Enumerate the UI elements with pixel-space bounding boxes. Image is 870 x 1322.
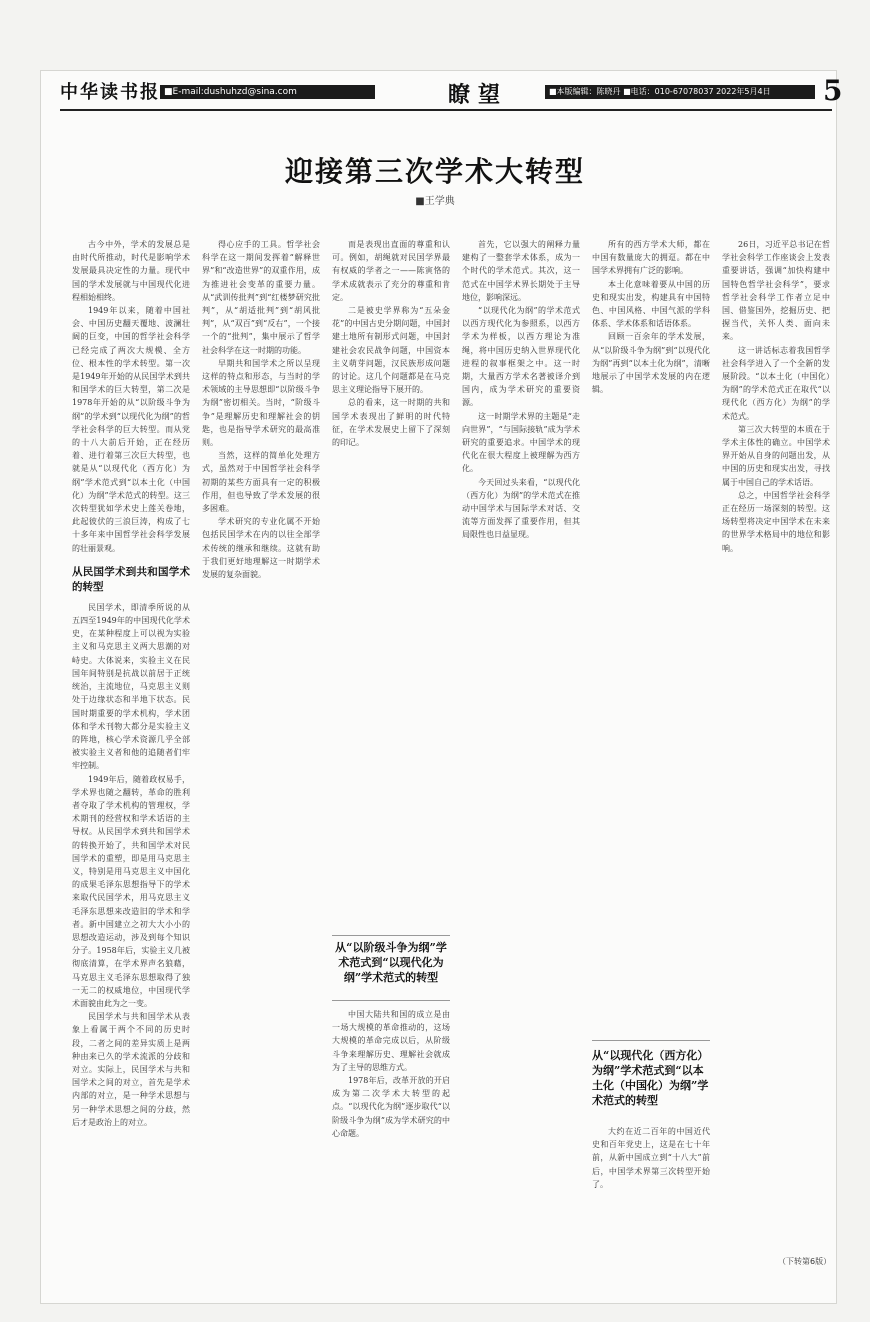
paragraph: 二是被史学界称为“五朵金花”的中国古史分期问题，中国封建土地所有制形式问题，中国封建社会农民战争问题，中国资本主义萌芽问题，汉民族形成问题的讨论。这几个问题都是在马克思主义理论指导下展开的。	[332, 306, 450, 395]
page-number: 5	[823, 74, 843, 107]
paragraph: 早期共和国学术之所以呈现这样的特点和形态，与当时的学术领域的主导思想即“以阶级斗争为纲”密切相关。当时，“阶级斗争”是理解历史和理解社会的钥匙，也是指导学术研究的最高准则。	[202, 358, 320, 448]
section-title: 瞭望	[448, 82, 509, 108]
paragraph: 民国学术，即清季所说的从五四至1949年的中国现代化学术史，在某种程度上可以视为实验主义和马克思主义两大思潮的对峙史。大体说来，实验主义在民国年间特别是抗战以前居于正统统治，主流地位，马克思主义则处于边缘状态和半地下状态。民国时期重要的学术机构，学术团体和学术刊物大都分是实验主义的阵地，核心学术资源几乎全部被实验主义者和他的追随者们牢牢控制。	[72, 602, 190, 771]
paragraph: 民国学术与共和国学术从表象上看属于两个不同的历史时段，二者之间的差异实质上是两种由来已久的学术流派的分歧和对立。实际上，民国学术与共和国学术之间的对立，首先是学术内部的对立，是一种学术思想与另一种学术思想之间的分歧，然后才是政治上的对立。	[72, 1012, 190, 1127]
paragraph: 当然，这样的简单化处理方式，虽然对于中国哲学社会科学初期的某些方面具有一定的积极作用，但也导致了学术发展的很多困难。	[202, 451, 320, 514]
paragraph: 学术研究的专业化属不开始包括民国学术在内的以往全部学术传统的继承和继续。这就有助于我们更好地理解这一时期学术发展的复杂面貌。	[202, 517, 320, 580]
paragraph: 大约在近二百年的中国近代史和百年党史上，这是在七十年前，从新中国成立到“十八大”前后，中国学术界第三次转型开始了。	[592, 1127, 710, 1189]
subheading-2: 从“以阶级斗争为纲”学术范式到“以现代化为纲”学术范式的转型	[335, 941, 447, 984]
paragraph: 1978年后，改革开放的开启成为第二次学术大转型的起点。“以现代化为纲”逐步取代“以阶级斗争为纲”成为学术研究的中心命题。	[332, 1076, 450, 1138]
continued-note: （下转第6版）	[778, 1257, 832, 1266]
paragraph: 26日，习近平总书记在哲学社会科学工作座谈会上发表重要讲话，强调“加快构建中国特色哲学社会科学”，要求哲学社会科学工作者立足中国、借鉴国外，挖掘历史、把握当代，关怀人类、面向未来。	[722, 240, 830, 342]
paragraph: 首先，它以强大的阐释力量建构了一整套学术体系，成为一个时代的学术范式。其次，这一范式在中国学术界长期处于主导地位，影响深远。	[462, 240, 580, 302]
paragraph: 本土化意味着要从中国的历史和现实出发，构建具有中国特色、中国风格、中国气派的学科体系、学术体系和话语体系。	[592, 279, 710, 329]
article-author: ■王学典	[415, 196, 455, 207]
paragraph: 而是表现出直面的尊重和认可。例如，胡绳就对民国学界最有权威的学者之一——陈寅恪的学术成就表示了充分的尊重和肯定。	[332, 240, 450, 302]
column-3-top	[332, 238, 450, 938]
masthead	[60, 74, 843, 108]
column-5-bottom	[592, 1125, 710, 1248]
paragraph: 总之，中国哲学社会科学正在经历一场深刻的转型。这场转型将决定中国学术在未来的世界学术格局中的地位和影响。	[722, 490, 830, 553]
box-rule	[332, 935, 450, 936]
box-rule	[592, 1040, 710, 1041]
paragraph: 总的看来，这一时期的共和国学术表现出了鲜明的时代特征，在学术发展史上留下了深刻的印记。	[332, 398, 450, 448]
subheading-3: 从“以现代化（西方化）为纲”学术范式到“以本土化（中国化）为纲”学术范式的转型	[592, 1049, 709, 1107]
paragraph: 所有的西方学术大师，都在中国有数量庞大的拥趸。都在中国学术界拥有广泛的影响。	[592, 240, 710, 276]
box-rule	[332, 1000, 450, 1001]
masthead-email: ■E-mail:dushuhzd@sina.com	[160, 85, 375, 99]
masthead-rule	[60, 109, 832, 111]
paragraph: 1949年以来，随着中国社会、中国历史翻天覆地、波澜壮阔的巨变，中国的哲学社会科学已经完成了两次大规模、全方位、根本性的学术转型。第一次是1949年开始的从民国学术到共和国学术的巨大转型，第二次是1978年开始的从“以阶级斗争为纲”的学术到“以现代化为纲”的哲学社会科学的巨大转型。而从党的十八大前后开始，正在经历着、进行着第三次巨大转型，也就是从“以现代化（西方化）为纲”学术范式到“以本土化（中国化）为纲”学术范式的转型。这三次转型犹如学术史上莲关卷地，此起彼伏的三浪巨涛，构成了七十多年来中国哲学社会科学发展的壮丽景观。	[72, 306, 190, 553]
paragraph: 今天回过头来看，“以现代化（西方化）为纲”的学术范式在推动中国学术与国际学术对话、交流等方面发挥了重要作用，但其局限性也日益显现。	[462, 477, 580, 540]
paragraph: 这一讲话标志着我国哲学社会科学进入了一个全新的发展阶段。“以本土化（中国化）为纲”的学术范式正在取代“以现代化（西方化）为纲”的学术范式。	[722, 345, 830, 421]
article-title: 迎接第三次学术大转型	[284, 155, 585, 188]
paragraph: 得心应手的工具。哲学社会科学在这一期间发挥着“解释世界”和“改造世界”的双重作用，成为推进社会变革的重要力量。从“武训传批判”到“红楼梦研究批判”，从“胡适批判”到“胡风批判”，从“双百”到“反右”，一个接一个的“批判”，集中展示了哲学社会科学在这一时期的功能。	[202, 240, 320, 355]
column-4	[462, 238, 580, 1248]
column-5-top	[592, 238, 710, 1038]
paragraph: 这一时期学术界的主题是“走向世界”，“与国际接轨”成为学术研究的重要追求。中国学术的现代化在很大程度上被理解为西方化。	[462, 411, 580, 474]
paragraph: 中国大陆共和国的成立是由一场大规模的革命推动的，这场大规模的革命完成以后，从阶级斗争来理解历史、理解社会就成为了主导的思维方式。	[332, 1010, 450, 1072]
paragraph: 古今中外，学术的发展总是由时代所推动，时代是影响学术发展最具决定性的力量。现代中国的学术发展就与中国现代化进程相始相终。	[72, 240, 190, 302]
paragraph: “以现代化为纲”的学术范式以西方现代化为参照系，以西方学术为样板，以西方理论为准绳，将中国历史纳入世界现代化进程的叙事框架之中。这一时期，大量西方学术名著被译介到国内，成为学术研究的重要资源。	[462, 306, 580, 408]
masthead-meta: ■本版编辑：陈晓丹 ■电话：010-67078037 2022年5月4日	[545, 85, 815, 99]
subheading-1: 从民国学术到共和国学术的转型	[72, 565, 190, 593]
column-2	[202, 238, 320, 1248]
paragraph: 1949年后，随着政权易手，学术界也随之翻转，革命的胜利者夺取了学术机构的管理权，学术期刊的经营权和学术话语的主导权。从民国学术到共和国学术的转换开始了，共和国学术对民国学术的重塑，即是用马克思主义，特别是用马克思主义中国化的成果毛泽东思想指导下的学术来取代民国学术，用马克思主义毛泽东思想来改造旧的学术和学者。新中国建立之初大大小小的思想改造运动，涉及到每个知识分子。1958年后，实验主义几被彻底清算，在学术界声名狼藉，马克思主义毛泽东思想取得了独一无二的权威地位，中国现代学术面貌由此为之一变。	[72, 774, 190, 1008]
column-6	[722, 238, 830, 1248]
newspaper-logo: 中华读书报	[60, 82, 160, 103]
column-1	[72, 238, 190, 1248]
paragraph: 第三次大转型的本质在于学术主体性的确立。中国学术界开始从自身的问题出发，从中国的历史和现实出发，寻找属于中国自己的学术话语。	[722, 424, 830, 487]
column-3-bottom	[332, 1008, 450, 1248]
paragraph: 回顾一百余年的学术发展，从“以阶级斗争为纲”到“以现代化为纲”再到“以本土化为纲”，清晰地展示了中国学术发展的内在逻辑。	[592, 332, 710, 395]
